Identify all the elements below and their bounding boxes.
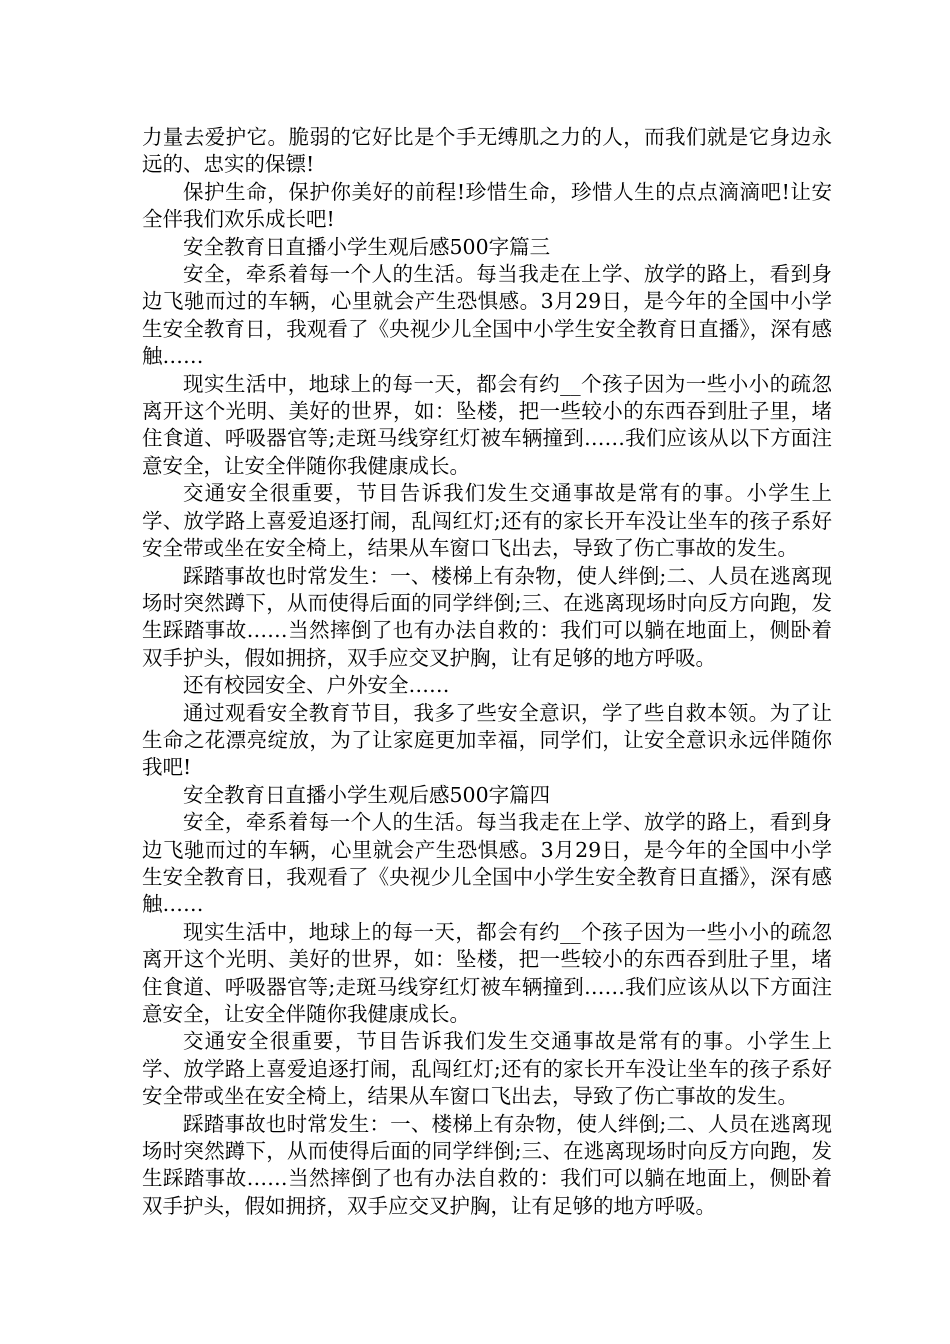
paragraph: 现实生活中，地球上的每一天，都会有约__个孩子因为一些小小的疏忽离开这个光明、美好的世界，如：坠楼，把一些较小的东西吞到肚子里，堵住食道、呼吸器官等;走斑马线穿红灯被车辆撞到……我们应该从以下方面注意安全，让安全伴随你我健康成长。 [142, 919, 832, 1026]
section-heading: 安全教育日直播小学生观后感500字篇三 [183, 234, 551, 259]
paragraph: 安全，牵系着每一个人的生活。每当我走在上学、放学的路上，看到身边飞驰而过的车辆，心里就会产生恐惧感。3月29日，是今年的全国中小学生安全教育日，我观看了《央视少儿全国中小学生安全教育日直播》，深有感触…… [142, 810, 832, 917]
paragraph: 踩踏事故也时常发生：一、楼梯上有杂物，使人绊倒;二、人员在逃离现场时突然蹲下，从而使得后面的同学绊倒;三、在逃离现场时向反方向跑，发生踩踏事故……当然摔倒了也有办法自救的：我们可以躺在地面上，侧卧着双手护头，假如拥挤，双手应交叉护胸，让有足够的地方呼吸。 [142, 1111, 832, 1218]
paragraph: 还有校园安全、户外安全…… [183, 673, 450, 698]
paragraph: 安全，牵系着每一个人的生活。每当我走在上学、放学的路上，看到身边飞驰而过的车辆，心里就会产生恐惧感。3月29日，是今年的全国中小学生安全教育日，我观看了《央视少儿全国中小学生安全教育日直播》，深有感触…… [142, 262, 832, 369]
paragraph: 踩踏事故也时常发生：一、楼梯上有杂物，使人绊倒;二、人员在逃离现场时突然蹲下，从而使得后面的同学绊倒;三、在逃离现场时向反方向跑，发生踩踏事故……当然摔倒了也有办法自救的：我们可以躺在地面上，侧卧着双手护头，假如拥挤，双手应交叉护胸，让有足够的地方呼吸。 [142, 563, 832, 670]
paragraph-continuation: 力量去爱护它。脆弱的它好比是个手无缚肌之力的人，而我们就是它身边永远的、忠实的保镖! [142, 125, 832, 177]
document-body [142, 124, 832, 1220]
paragraph: 交通安全很重要，节目告诉我们发生交通事故是常有的事。小学生上学、放学路上喜爱追逐打闹，乱闯红灯;还有的家长开车没让坐车的孩子系好安全带或坐在安全椅上，结果从车窗口飞出去，导致了伤亡事故的发生。 [142, 1029, 832, 1109]
paragraph: 交通安全很重要，节目告诉我们发生交通事故是常有的事。小学生上学、放学路上喜爱追逐打闹，乱闯红灯;还有的家长开车没让坐车的孩子系好安全带或坐在安全椅上，结果从车窗口飞出去，导致了伤亡事故的发生。 [142, 481, 832, 561]
paragraph: 保护生命，保护你美好的前程!珍惜生命，珍惜人生的点点滴滴吧!让安全伴我们欢乐成长吧! [142, 179, 832, 232]
paragraph: 现实生活中，地球上的每一天，都会有约__个孩子因为一些小小的疏忽离开这个光明、美好的世界，如：坠楼，把一些较小的东西吞到肚子里，堵住食道、呼吸器官等;走斑马线穿红灯被车辆撞到……我们应该从以下方面注意安全，让安全伴随你我健康成长。 [142, 371, 832, 478]
paragraph: 通过观看安全教育节目，我多了些安全意识，学了些自救本领。为了让生命之花漂亮绽放，为了让家庭更加幸福，同学们，让安全意识永远伴随你我吧! [142, 700, 832, 780]
section-heading: 安全教育日直播小学生观后感500字篇四 [183, 782, 551, 807]
